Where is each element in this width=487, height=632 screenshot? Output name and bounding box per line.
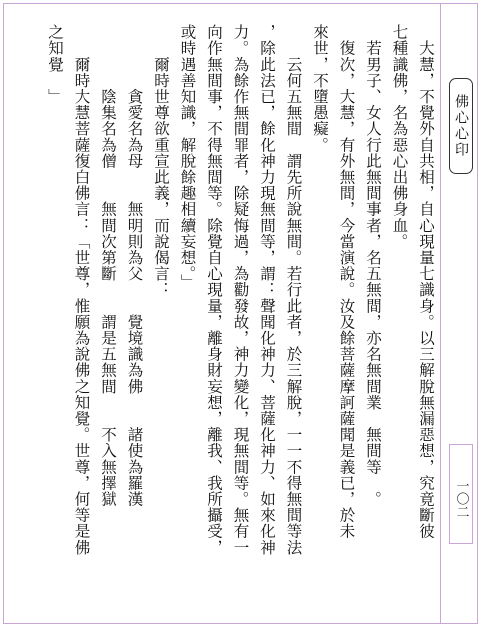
text-column: 七種識佛，名為惡心出佛身血。: [390, 24, 409, 250]
book-title: 佛心心印: [453, 94, 469, 158]
page-number: 一〇二: [453, 479, 469, 518]
verse-column: 貪愛名為母 無明則為父 覺境識為佛 諸使為羅漢: [125, 24, 144, 507]
text-column: 向作無間事，不得無間等。除覺自心現量，離身財妄想，離我、我所攝受，: [205, 24, 223, 556]
text-column: 來世，不墮愚癡。: [311, 24, 329, 153]
margin-rule: [440, 3, 441, 624]
text-column: 爾時大慧菩薩復白佛言：「世尊，惟願為說佛之知覺。世尊，何等是佛: [72, 24, 91, 556]
scripture-text: [42, 24, 440, 624]
page-number-box: [449, 444, 473, 544]
text-column: 之知覺 」: [46, 24, 64, 105]
verse-column: 陰集名為僧 無間次第斷 謂是五無間 不入無擇獄: [99, 24, 117, 507]
text-column: 或時遇善知識，解脫餘趣相續妄想。」: [178, 24, 197, 290]
text-column: 若男子、女人行此無間事者，名五無間，亦名無間業 無間等 。: [364, 24, 382, 507]
text-column: 力。為餘作無間罪者，除疑悔過，為勸發故，神力變化，現無間等。無有一: [231, 24, 250, 556]
text-column: 復次，大慧，有外無間，今當演說。汝及餘菩薩摩訶薩聞是義已，於未: [337, 24, 356, 540]
text-column: ，除此法已，餘化神力現無間等，謂：聲聞化神力、菩薩化神力、如來化神: [258, 24, 276, 556]
text-column: 大慧，不覺外自共相，自心現量七識身。以三解脫無漏惡想，究竟斷彼: [417, 24, 435, 540]
book-title-box: [449, 78, 473, 174]
text-column: 爾時世尊欲重宣此義，而說偈言：: [152, 24, 170, 298]
text-column: 云何五無間 謂先所說無間。若行此者，於三解脫，一一不得無間等法: [284, 24, 303, 556]
